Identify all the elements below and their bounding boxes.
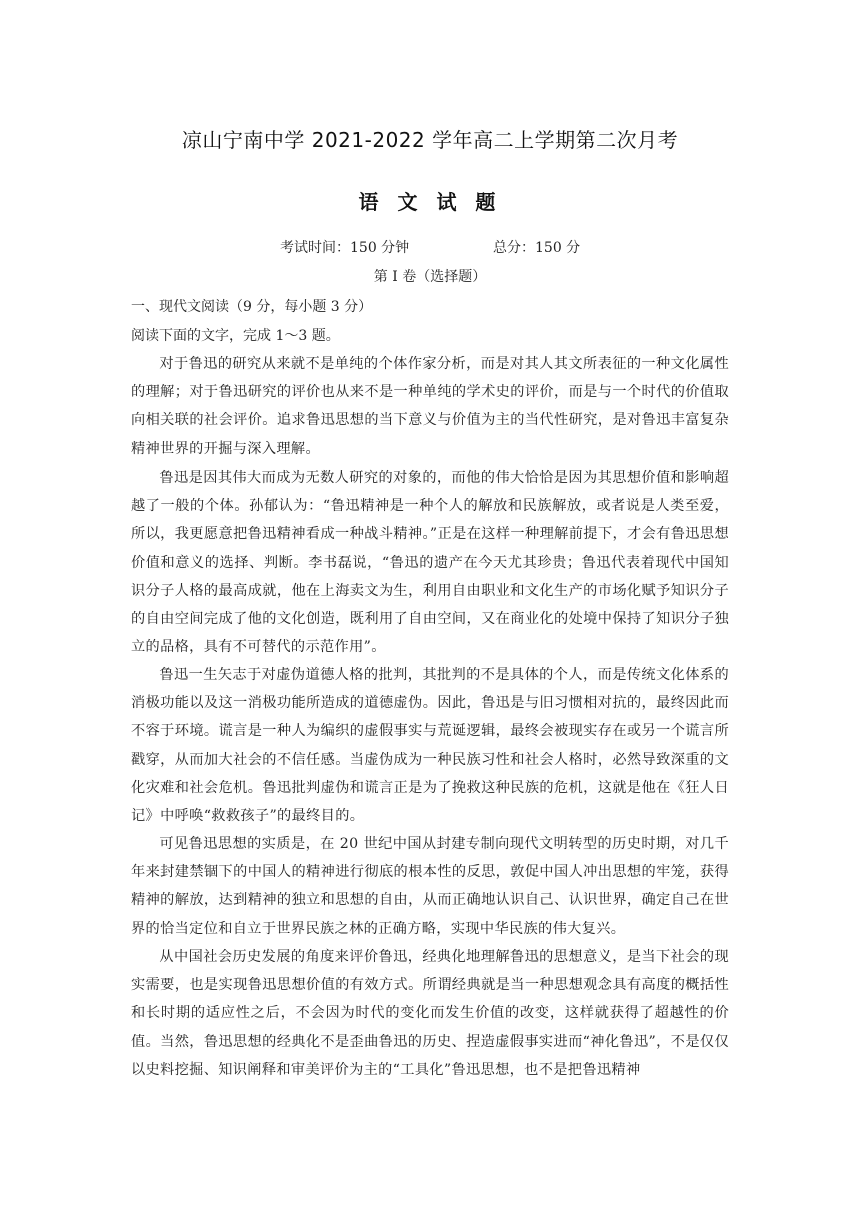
paragraph-1: 对于鲁迅的研究从来就不是单纯的个体作家分析，而是对其人其文所表征的一种文化属性的理解；对于鲁迅研究的评价也从来不是一种单纯的学术史的评价，而是与一个时代的价值取向相关联的社会评价。追求鲁迅思想的当下意义与价值为主的当代性研究，是对鲁迅丰富复杂精神世界的开掘与深入理解。 [131,356,729,457]
exam-title: 凉山宁南中学 2021-2022 学年高二上学期第二次月考 [181,128,679,152]
paragraph-3: 鲁迅一生矢志于对虚伪道德人格的批判，其批判的不是具体的个人，而是传统文化体系的消极功能以及这一消极功能所造成的道德虚伪。因此，鲁迅是与旧习惯相对抗的，最终因此而不容于环境。谎言是一种人为编织的虚假事实与荒诞逻辑，最终会被现实存在或另一个谎言所戳穿，从而加大社会的不信任感。当虚伪成为一种民族习性和社会人格时，必然导致深重的文化灾难和社会危机。鲁迅批判虚伪和谎言正是为了挽救这种民族的危机，这就是他在《狂人日记》中呼唤“救救孩子”的最终目的。 [131,667,729,825]
section-heading: 一、现代文阅读（9 分，每小题 3 分） [131,299,373,315]
paragraph-4: 可见鲁迅思想的实质是，在 20 世纪中国从封建专制向现代文明转型的历史时期，对几千年来封建禁锢下的中国人的精神进行彻底的根本性的反思，敦促中国人冲出思想的牢笼，获得精神的解放，达到精神的独立和思想的自由，从而正确地认识自己、认识世界，确定自己在世界的恰当定位和自立于世界民族之林的正确方略，实现中华民族的伟大复兴。 [131,836,729,937]
exam-time: 考试时间：150 分钟 [280,240,410,256]
volume-label: 第 I 卷（选择题） [373,269,487,285]
paragraph-2: 鲁迅是因其伟大而成为无数人研究的对象的，而他的伟大恰恰是因为其思想价值和影响超越了一般的个体。孙郁认为：“鲁迅精神是一种个人的解放和民族解放，或者说是人类至爱，所以，我更愿意把鲁迅精神看成一种战斗精神。”正是在这样一种理解前提下，才会有鲁迅思想价值和意义的选择、判断。李书磊说，“鲁迅的遗产在今天尤其珍贵；鲁迅代表着现代中国知识分子人格的最高成就，他在上海卖文为生，利用自由职业和文化生产的市场化赋予知识分子的自由空间完成了他的文化创造，既利用了自由空间，又在商业化的处境中保持了知识分子独立的品格，具有不可替代的示范作用”。 [131,470,729,656]
total-score: 总分：150 分 [493,240,581,256]
reading-instruction: 阅读下面的文字，完成 1～3 题。 [131,328,340,344]
paragraph-5: 从中国社会历史发展的角度来评价鲁迅，经典化地理解鲁迅的思想意义，是当下社会的现实需要，也是实现鲁迅思想价值的有效方式。所谓经典就是当一种思想观念具有高度的概括性和长时期的适应性之后，不会因为时代的变化而发生价值的改变，这样就获得了超越性的价值。当然，鲁迅思想的经典化不是歪曲鲁迅的历史、捏造虚假事实进而“神化鲁迅”，不是仅仅以史料挖掘、知识阐释和审美评价为主的“工具化”鲁迅思想，也不是把鲁迅精神 [131,949,729,1078]
subject-title: 语 文 试 题 [358,190,502,214]
